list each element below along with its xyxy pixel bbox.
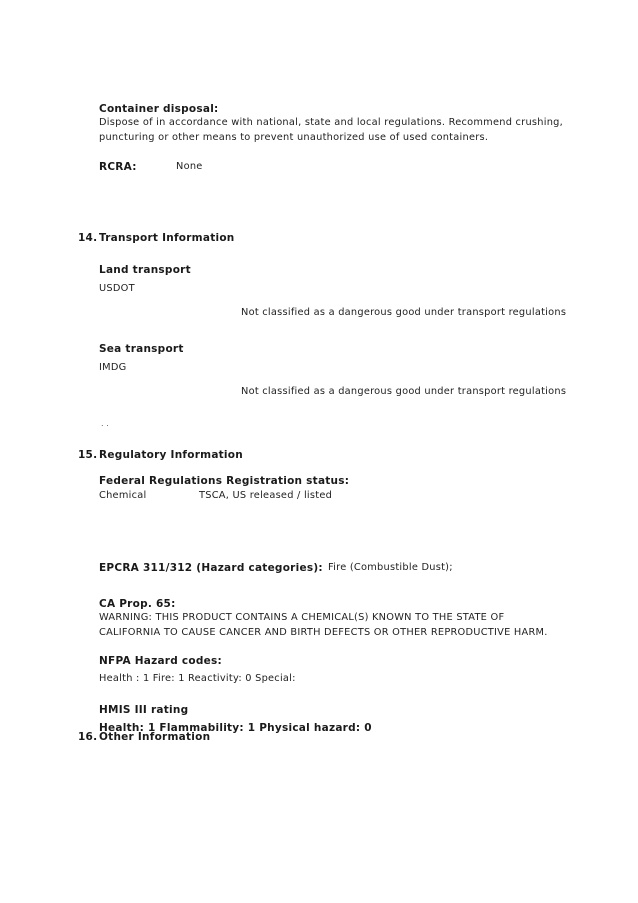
land-transport-regulation: USDOT	[99, 283, 135, 294]
rcra-label: RCRA:	[99, 161, 137, 173]
container-disposal-text-line2: puncturing or other means to prevent unauthorized use of used containers.	[99, 132, 489, 143]
nfpa-codes: Health : 1 Fire: 1 Reactivity: 0 Special:	[99, 673, 296, 684]
sea-transport-regulation: IMDG	[99, 362, 127, 373]
rcra-value: None	[176, 161, 203, 172]
land-transport-heading: Land transport	[99, 264, 191, 276]
nfpa-heading: NFPA Hazard codes:	[99, 655, 222, 667]
chemical-label: Chemical	[99, 490, 147, 501]
hmis-rating: Health: 1 Flammability: 1 Physical hazard: 0	[99, 722, 372, 734]
ca-prop65-warning-line1: WARNING: THIS PRODUCT CONTAINS A CHEMICAL(S) KNOWN TO THE STATE OF	[99, 612, 505, 623]
hmis-heading: HMIS III rating	[99, 704, 189, 716]
section-16-title: Other Information	[99, 731, 211, 743]
section-14-number: 14.	[78, 232, 98, 244]
ca-prop65-heading: CA Prop. 65:	[99, 598, 176, 610]
section-16-number: 16.	[78, 731, 98, 743]
federal-regulations-heading: Federal Regulations Registration status:	[99, 475, 350, 487]
epcra-label: EPCRA 311/312 (Hazard categories):	[99, 562, 323, 574]
container-disposal-heading: Container disposal:	[99, 103, 219, 115]
section-14-title: Transport Information	[99, 232, 235, 244]
section-15-number: 15.	[78, 449, 98, 461]
ca-prop65-warning-line2: CALIFORNIA TO CAUSE CANCER AND BIRTH DEFECTS OR OTHER REPRODUCTIVE HARM.	[99, 627, 548, 638]
chemical-registration-value: TSCA, US released / listed	[199, 490, 333, 501]
section-15-title: Regulatory Information	[99, 449, 243, 461]
sea-transport-heading: Sea transport	[99, 343, 184, 355]
epcra-value: Fire (Combustible Dust);	[328, 562, 453, 573]
land-transport-status: Not classified as a dangerous good under transport regulations	[241, 307, 567, 318]
container-disposal-text-line1: Dispose of in accordance with national, state and local regulations. Recommend crushing,	[99, 117, 563, 128]
stray-mark: . .	[101, 419, 109, 428]
sea-transport-status: Not classified as a dangerous good under transport regulations	[241, 386, 567, 397]
